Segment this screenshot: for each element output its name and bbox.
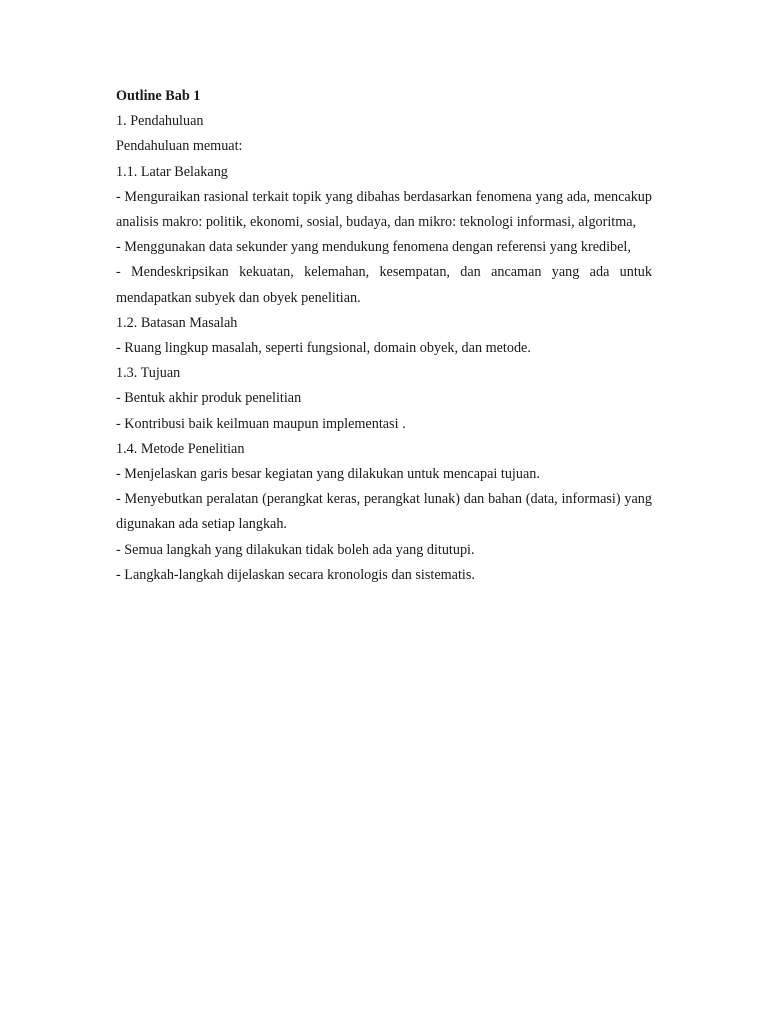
document-title: Outline Bab 1 — [116, 88, 201, 104]
intro-text: Pendahuluan memuat: — [116, 138, 243, 155]
bullet-tujuan-2: - Kontribusi baik keilmuan maupun implementasi . — [116, 415, 406, 432]
heading-pendahuluan: 1. Pendahuluan — [116, 113, 204, 130]
bullet-latar-3: - Mendeskripsikan kekuatan, kelemahan, kesempatan, dan ancaman yang ada untuk mendapatkan subyek dan obyek penelitian. — [116, 264, 652, 306]
bullet-latar-2: - Menggunakan data sekunder yang mendukung fenomena dengan referensi yang kredibel, — [116, 239, 631, 256]
document-page — [116, 84, 652, 588]
heading-metode-penelitian: 1.4. Metode Penelitian — [116, 440, 245, 457]
bullet-metode-3: - Semua langkah yang dilakukan tidak boleh ada yang ditutupi. — [116, 541, 475, 558]
bullet-latar-1: - Menguraikan rasional terkait topik yang dibahas berdasarkan fenomena yang ada, mencakup analisis makro: politik, ekonomi, sosial, budaya, dan mikro: teknologi informasi, algoritma, — [116, 188, 652, 231]
bullet-metode-2: - Menyebutkan peralatan (perangkat keras, perangkat lunak) dan bahan (data, informasi) yang digunakan ada setiap langkah. — [116, 491, 652, 533]
bullet-batasan-1: - Ruang lingkup masalah, seperti fungsional, domain obyek, dan metode. — [116, 340, 531, 357]
bullet-metode-4: - Langkah-langkah dijelaskan secara kronologis dan sistematis. — [116, 566, 475, 583]
heading-tujuan: 1.3. Tujuan — [116, 365, 181, 382]
heading-batasan-masalah: 1.2. Batasan Masalah — [116, 314, 238, 331]
heading-latar-belakang: 1.1. Latar Belakang — [116, 163, 228, 180]
bullet-tujuan-1: - Bentuk akhir produk penelitian — [116, 390, 302, 407]
bullet-metode-1: - Menjelaskan garis besar kegiatan yang dilakukan untuk mencapai tujuan. — [116, 466, 540, 483]
